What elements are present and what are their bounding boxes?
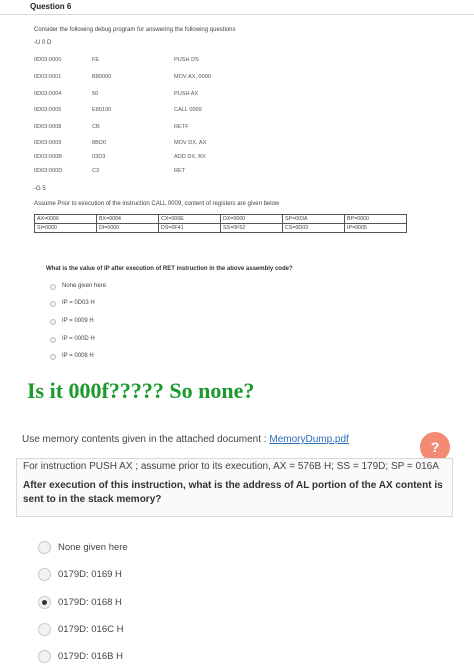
register-cell: DX=0000 [221, 215, 283, 224]
radio-button[interactable] [38, 541, 51, 554]
radio-button[interactable] [50, 337, 56, 343]
radio-button[interactable] [50, 354, 56, 360]
code-address: 0D03:000D [34, 168, 63, 174]
radio-button[interactable] [38, 623, 51, 636]
answer-label: None given here [58, 542, 128, 553]
answer-label: IP = 0009 H [62, 318, 94, 324]
question-text: What is the value of IP after execution of RET instruction in the above assembly code? [46, 266, 293, 272]
code-mnemonic: ADD DX, BX [174, 154, 206, 160]
code-mnemonic: RETF [174, 124, 189, 130]
code-bytes: C3 [92, 168, 100, 174]
register-row [35, 215, 407, 224]
memory-dump-link[interactable]: MemoryDump.pdf [269, 434, 349, 445]
code-bytes: E80100 [92, 107, 112, 113]
register-cell: DS=0F41 [159, 224, 221, 233]
code-address: 0D03:0008 [34, 124, 62, 130]
question-7-panel [0, 418, 474, 667]
radio-button-selected[interactable] [38, 596, 51, 609]
register-cell: DI=0000 [97, 224, 159, 233]
answer-label: 0179D: 0168 H [58, 597, 122, 608]
code-bytes: CB [92, 124, 100, 130]
radio-button[interactable] [38, 650, 51, 663]
code-mnemonic: RET [174, 168, 186, 174]
answer-label: IP = 000D H [62, 336, 95, 342]
register-cell: AX=0006 [35, 215, 97, 224]
radio-button[interactable] [38, 568, 51, 581]
radio-button[interactable] [50, 301, 56, 307]
register-assumption: Assume Prior to execution of the instruction CALL 0009, content of registers are given below [34, 201, 280, 207]
memory-instruction [22, 434, 349, 445]
debug-command-u: -U 0 D [34, 40, 52, 46]
code-bytes: B80000 [92, 74, 112, 80]
answer-label: IP = 0D03 H [62, 300, 95, 306]
question-box [16, 458, 453, 517]
code-mnemonic: CALL 0009 [174, 107, 202, 113]
code-bytes: 8BD0 [92, 140, 106, 146]
register-table [34, 214, 407, 233]
register-cell: CX=000E [159, 215, 221, 224]
code-bytes: 03D3 [92, 154, 106, 160]
register-cell: SS=0F52 [221, 224, 283, 233]
register-cell: IP=0005 [345, 224, 407, 233]
handwritten-comment: Is it 000f????? So none? [27, 378, 255, 403]
code-address: 0D03:000B [34, 154, 62, 160]
question-intro: Consider the following debug program for answering the following questions [34, 27, 236, 33]
code-address: 0D03:0001 [34, 74, 62, 80]
register-row [35, 224, 407, 233]
question-title: Question 6 [30, 2, 72, 11]
code-mnemonic: MOV AX, 0000 [174, 74, 212, 80]
answer-label: 0179D: 016C H [58, 624, 124, 635]
answer-label: None given here [62, 283, 107, 289]
register-cell: BX=0004 [97, 215, 159, 224]
memory-text: Use memory contents given in the attached document : [22, 434, 270, 445]
answer-label: 0179D: 0169 H [58, 569, 122, 580]
question-text: After execution of this instruction, what is the address of AL portion of the AX content is sent to in the stack memory? [23, 480, 443, 505]
code-bytes: 50 [92, 91, 99, 97]
code-address: 0D03:0005 [34, 107, 62, 113]
help-icon[interactable]: ? [420, 432, 450, 462]
radio-button[interactable] [50, 319, 56, 325]
debug-command-g: -G 5 [34, 186, 46, 192]
question-header [0, 0, 474, 15]
answer-label: 0179D: 016B H [58, 651, 123, 662]
code-bytes: FE [92, 57, 100, 63]
code-mnemonic: PUSH DS [174, 57, 199, 63]
answer-label: IP = 0008 H [62, 353, 94, 359]
radio-button[interactable] [50, 284, 56, 290]
register-cell: SP=003A [283, 215, 345, 224]
register-cell: SI=0000 [35, 224, 97, 233]
code-address: 0D03:0004 [34, 91, 62, 97]
register-cell: BP=0000 [345, 215, 407, 224]
code-address: 0D03:0000 [34, 57, 62, 63]
instruction-text: For instruction PUSH AX ; assume prior to its execution, AX = 576B H; SS = 179D; SP = 016A [23, 461, 439, 472]
code-address: 0D03:0009 [34, 140, 62, 146]
code-mnemonic: MOV DX, AX [174, 140, 207, 146]
code-mnemonic: PUSH AX [174, 91, 199, 97]
register-cell: CS=0D03 [283, 224, 345, 233]
